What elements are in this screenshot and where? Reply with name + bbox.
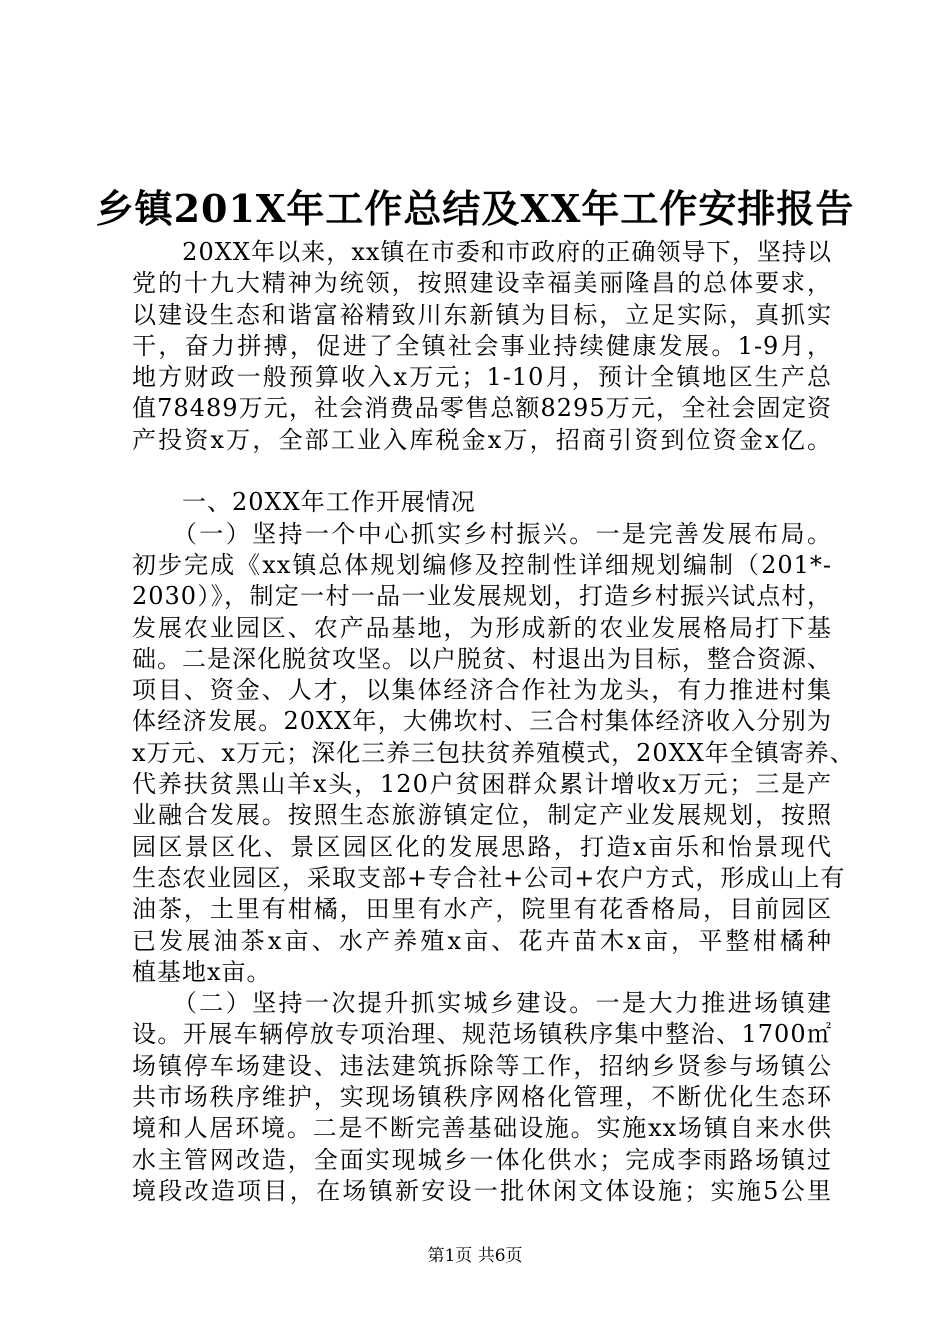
text-line: 已发展油茶x亩、水产养殖x亩、花卉苗木x亩，平整柑橘种 bbox=[132, 926, 832, 955]
text-line: 场镇停车场建设、违法建筑拆除等工作，招纳乡贤参与场镇公 bbox=[132, 1051, 832, 1080]
intro-paragraph bbox=[132, 237, 832, 456]
text-line: 境段改造项目，在场镇新安设一批休闲文体设施；实施5公里 bbox=[132, 1176, 832, 1205]
text-line: 项目、资金、人才，以集体经济合作社为龙头，有力推进村集 bbox=[132, 676, 832, 705]
text-line: 发展农业园区、农产品基地，为形成新的农业发展格局打下基 bbox=[132, 613, 832, 642]
part2-paragraph bbox=[132, 988, 832, 1207]
text-line: 业融合发展。按照生态旅游镇定位，制定产业发展规划，按照 bbox=[132, 801, 832, 830]
text-line: 20XX年以来，xx镇在市委和市政府的正确领导下，坚持以 bbox=[132, 238, 832, 266]
text-line: 值78489万元，社会消费品零售总额8295万元，全社会固定资 bbox=[132, 394, 832, 423]
text-line: 础。二是深化脱贫攻坚。以户脱贫、村退出为目标，整合资源、 bbox=[132, 644, 832, 673]
text-line: 体经济发展。20XX年，大佛坎村、三合村集体经济收入分别为 bbox=[132, 707, 832, 736]
text-line: 植基地x亩。 bbox=[132, 957, 272, 986]
text-line: x万元、x万元；深化三养三包扶贫养殖模式，20XX年全镇寄养、 bbox=[132, 738, 855, 767]
text-line: 产投资x万，全部工业入库税金x万，招商引资到位资金x亿。 bbox=[132, 425, 832, 454]
section-heading: 一、20XX年工作开展情况 bbox=[132, 488, 476, 517]
text-line: （一）坚持一个中心抓实乡村振兴。一是完善发展布局。 bbox=[132, 519, 832, 548]
text-line: 地方财政一般预算收入x万元；1-10月，预计全镇地区生产总 bbox=[132, 363, 832, 392]
text-line: 初步完成《xx镇总体规划编修及控制性详细规划编制（201*- bbox=[132, 550, 832, 579]
text-line: 境和人居环境。二是不断完善基础设施。实施xx场镇自来水供 bbox=[132, 1114, 832, 1143]
text-line: 设。开展车辆停放专项治理、规范场镇秩序集中整治、1700㎡ bbox=[132, 1020, 832, 1049]
text-line: 生态农业园区，采取支部+专合社+公司+农户方式，形成山上有 bbox=[132, 863, 846, 892]
page-footer: 第1页 共6页 bbox=[427, 1246, 523, 1266]
text-line: 共市场秩序维护，实现场镇秩序网格化管理，不断优化生态环 bbox=[132, 1083, 832, 1112]
text-line: 党的十九大精神为统领，按照建设幸福美丽隆昌的总体要求， bbox=[132, 269, 832, 298]
text-line: 干，奋力拼搏，促进了全镇社会事业持续健康发展。1-9月， bbox=[132, 331, 832, 360]
paragraph-gap bbox=[132, 456, 832, 487]
text-line: 代养扶贫黑山羊x头，120户贫困群众累计增收x万元；三是产 bbox=[132, 770, 832, 799]
document-title: 乡镇201X年工作总结及XX年工作安排报告 bbox=[95, 186, 855, 231]
document-body bbox=[132, 237, 855, 1207]
text-line: 2030）》，制定一村一品一业发展规划，打造乡村振兴试点村， bbox=[132, 582, 832, 611]
text-line: 水主管网改造，全面实现城乡一体化供水；完成李雨路场镇过 bbox=[132, 1145, 832, 1174]
part1-paragraph bbox=[132, 519, 855, 988]
text-line: 以建设生态和谐富裕精致川东新镇为目标，立足实际，真抓实 bbox=[132, 300, 832, 329]
text-line: 油茶，土里有柑橘，田里有水产，院里有花香格局，目前园区 bbox=[132, 895, 832, 924]
text-line: （二）坚持一次提升抓实城乡建设。一是大力推进场镇建 bbox=[132, 989, 832, 1018]
text-line: 园区景区化、景区园区化的发展思路，打造x亩乐和怡景现代 bbox=[132, 832, 832, 861]
